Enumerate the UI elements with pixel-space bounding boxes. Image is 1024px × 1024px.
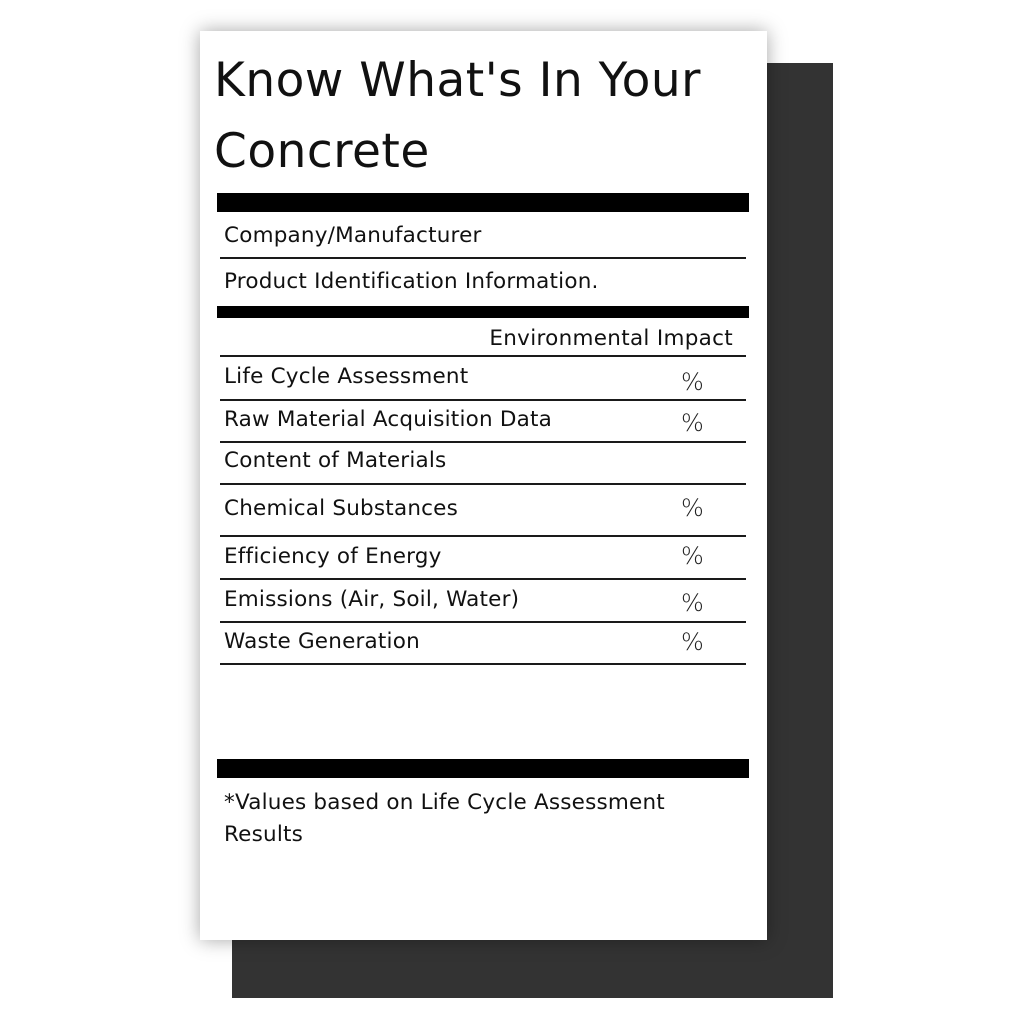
row-label-emissions: Emissions (Air, Soil, Water) <box>224 587 520 612</box>
row-label-content-of-materials: Content of Materials <box>224 448 447 473</box>
row-unit-raw-material-acquisition-data: % <box>681 409 704 437</box>
row-label-chemical-substances: Chemical Substances <box>224 496 458 521</box>
divider-rule <box>220 621 746 623</box>
divider-bar-middle <box>217 306 749 318</box>
row-unit-life-cycle-assessment: % <box>681 368 704 396</box>
row-unit-efficiency-of-energy: % <box>681 542 704 570</box>
divider-rule <box>220 257 746 259</box>
divider-rule <box>220 578 746 580</box>
product-info-line: Product Identification Information. <box>224 269 599 294</box>
company-line: Company/Manufacturer <box>224 223 482 248</box>
divider-rule <box>220 663 746 665</box>
divider-rule <box>220 483 746 485</box>
label-title: Know What's In Your Concrete <box>214 53 702 179</box>
row-unit-waste-generation: % <box>681 628 704 656</box>
row-unit-emissions: % <box>681 589 704 617</box>
row-unit-chemical-substances: % <box>681 494 704 522</box>
divider-rule <box>220 535 746 537</box>
row-label-waste-generation: Waste Generation <box>224 629 420 654</box>
divider-rule <box>220 355 746 357</box>
divider-bar-top <box>217 193 749 212</box>
divider-rule <box>220 441 746 443</box>
divider-rule <box>220 399 746 401</box>
divider-bar-bottom <box>217 759 749 778</box>
footnote: *Values based on Life Cycle Assessment Results <box>224 790 665 847</box>
row-label-raw-material-acquisition-data: Raw Material Acquisition Data <box>224 407 552 432</box>
row-label-life-cycle-assessment: Life Cycle Assessment <box>224 364 469 389</box>
row-label-efficiency-of-energy: Efficiency of Energy <box>224 544 442 569</box>
nutrition-style-label <box>200 31 767 940</box>
column-header-environmental-impact: Environmental Impact <box>489 326 733 351</box>
